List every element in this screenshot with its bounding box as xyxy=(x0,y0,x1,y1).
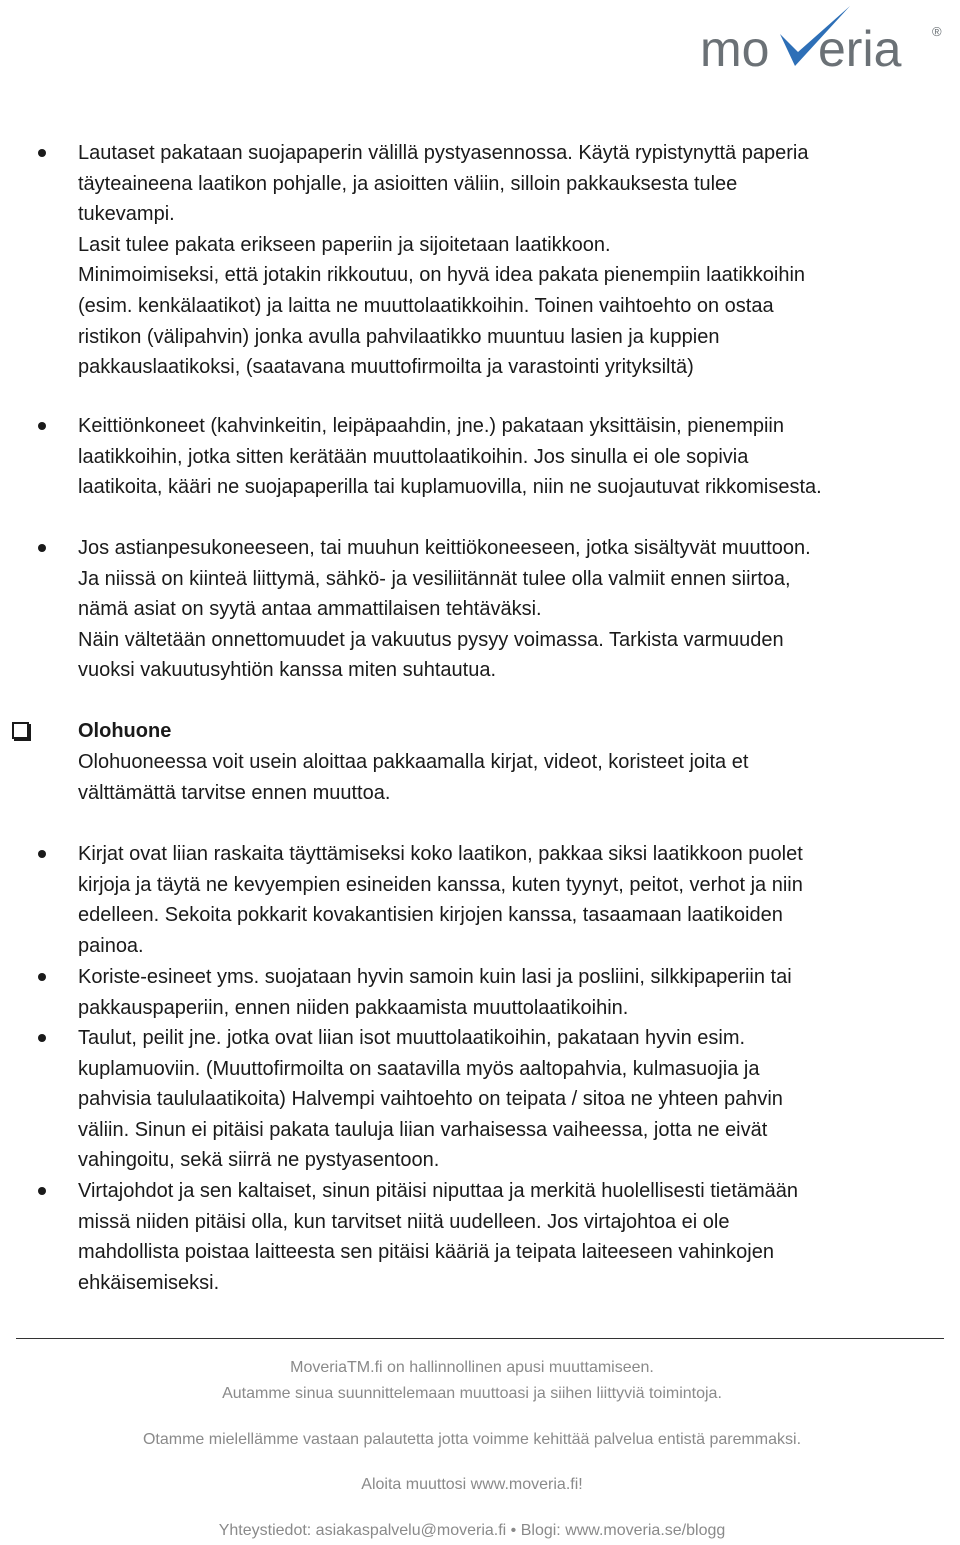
paragraph-line: Virtajohdot ja sen kaltaiset, sinun pitäisi niputtaa ja merkitä huolellisesti tietämään xyxy=(78,1180,799,1202)
paragraph-line: Taulut, peilit jne. jotka ovat liian isot muuttolaatikoihin, pakataan hyvin esim. xyxy=(78,1027,746,1049)
paragraph-line: kirjoja ja täytä ne kevyempien esineiden kanssa, kuten tyynyt, peitot, verhot ja niin xyxy=(78,873,803,896)
bullet-icon xyxy=(38,850,46,858)
checkbox-bullet-icon xyxy=(12,722,29,739)
paragraph-line: laatikoita, kääri ne suojapaperilla tai kuplamuovilla, niin ne suojautuvat rikkomisesta. xyxy=(78,476,822,499)
paragraph-line: Lautaset pakataan suojapaperin välillä pystyasennossa. Käytä rypistynyttä paperia xyxy=(78,142,809,164)
logo-text-right: eria xyxy=(818,21,902,74)
section-intro-line: välttämättä tarvitse ennen muuttoa. xyxy=(78,781,391,804)
paragraph-line: laatikkoihin, jotka sitten kerätään muuttolaatikoihin. Jos sinulla ei ole sopivia xyxy=(78,445,749,468)
paragraph-line: väliin. Sinun ei pitäisi pakata tauluja liian varhaisessa vaiheessa, jotta ne eivät xyxy=(78,1118,768,1141)
paragraph-line: (esim. kenkälaatikot) ja laitta ne muuttolaatikkoihin. Toinen vaihtoehto on ostaa xyxy=(78,295,774,317)
footer-line-3: Otamme mielellämme vastaan palautetta jotta voimme kehittää palvelua entistä paremmaksi. xyxy=(142,1431,802,1448)
bullet-icon xyxy=(38,422,46,430)
paragraph-line: nämä asiat on syytä antaa ammattilaisen tehtäväksi. xyxy=(78,598,542,621)
paragraph-line: kuplamuoviin. (Muuttofirmoilta on saatavilla myös aaltopahvia, kulmasuojia ja xyxy=(78,1057,760,1080)
bullet-icon xyxy=(38,149,46,157)
paragraph-line: mahdollista poistaa laitteesta sen pitäisi kääriä ja teipata laiteeseen vahinkojen xyxy=(78,1241,774,1264)
paragraph-line: ehkäisemiseksi. xyxy=(78,1271,220,1294)
paragraph-line: täyteaineena laatikon pohjalle, ja asioitten väliin, silloin pakkauksesta tulee xyxy=(78,172,738,195)
moveria-logo-graphic xyxy=(700,4,948,74)
bullet-icon xyxy=(38,1034,46,1042)
paragraph-line: edelleen. Sekoita pokkarit kovakantisien kirjojen kanssa, tasaamaan laatikoiden xyxy=(78,904,783,927)
paragraph-line: vahingoitu, sekä siirrä ne pystyasentoon. xyxy=(78,1149,440,1172)
paragraph-line: pakkauslaatikoksi, (saatavana muuttofirmoilta ja varastointi yrityksiltä) xyxy=(78,356,694,379)
bullet-icon xyxy=(38,544,46,552)
moveria-logo xyxy=(700,4,948,74)
bullet-icon xyxy=(38,1187,46,1195)
paragraph-line: Kirjat ovat liian raskaita täyttämiseksi koko laatikon, pakkaa siksi laatikkoon puolet xyxy=(78,843,803,865)
paragraph-line: pahvisia taululaatikoita) Halvempi vaihtoehto on teipata / sitoa ne yhteen pahvin xyxy=(78,1088,783,1111)
section-intro-line: Olohuoneessa voit usein aloittaa pakkaamalla kirjat, videot, koristeet joita et xyxy=(78,751,749,773)
paragraph-line: Ja niissä on kiinteä liittymä, sähkö- ja vesiliitännät tulee olla valmiit ennen siirtoa, xyxy=(78,567,791,590)
paragraph-line: vuoksi vakuutusyhtiön kanssa miten suhtautua. xyxy=(78,659,497,682)
paragraph-line: tukevampi. xyxy=(78,203,175,226)
paragraph-line: missä niiden pitäisi olla, kun tarvitset niitä uudelleen. Jos virtajohtoa ei ole xyxy=(78,1210,730,1233)
footer-line-1: MoveriaTM.fi on hallinnollinen apusi muuttamiseen. xyxy=(290,1359,654,1376)
footer-line-2: Autamme sinua suunnittelemaan muuttoasi ja siihen liittyviä toimintoja. xyxy=(222,1385,722,1402)
paragraph-line: Koriste-esineet yms. suojataan hyvin samoin kuin lasi ja posliini, silkkipaperiin tai xyxy=(78,966,792,988)
paragraph-line: Minimoimiseksi, että jotakin rikkoutuu, on hyvä idea pakata pienempiin laatikkoihin xyxy=(78,264,806,287)
logo-registered-mark: ® xyxy=(932,24,942,39)
paragraph-line: ristikon (välipahvin) jonka avulla pahvilaatikko muuntuu lasien ja kuppien xyxy=(78,325,720,348)
section-title: Olohuone xyxy=(78,720,172,742)
paragraph-line: Jos astianpesukoneeseen, tai muuhun keittiökoneeseen, jotka sisältyvät muuttoon. xyxy=(78,537,811,559)
footer-line-4: Aloita muuttosi www.moveria.fi! xyxy=(361,1476,583,1493)
footer-line-5: Yhteystiedot: asiakaspalvelu@moveria.fi • Blogi: www.moveria.se/blogg xyxy=(218,1522,726,1539)
paragraph-line: pakkauspaperiin, ennen niiden pakkaamista muuttolaatikoihin. xyxy=(78,996,629,1019)
logo-text-left: mo xyxy=(700,21,770,74)
footer-divider xyxy=(16,1338,944,1339)
bullet-icon xyxy=(38,973,46,981)
paragraph-line: Keittiönkoneet (kahvinkeitin, leipäpaahdin, jne.) pakataan yksittäisin, pienempiin xyxy=(78,415,784,437)
paragraph-line: painoa. xyxy=(78,934,144,957)
paragraph-line: Näin vältetään onnettomuudet ja vakuutus pysyy voimassa. Tarkista varmuuden xyxy=(78,628,784,651)
paragraph-line: Lasit tulee pakata erikseen paperiin ja sijoitetaan laatikkoon. xyxy=(78,233,611,256)
